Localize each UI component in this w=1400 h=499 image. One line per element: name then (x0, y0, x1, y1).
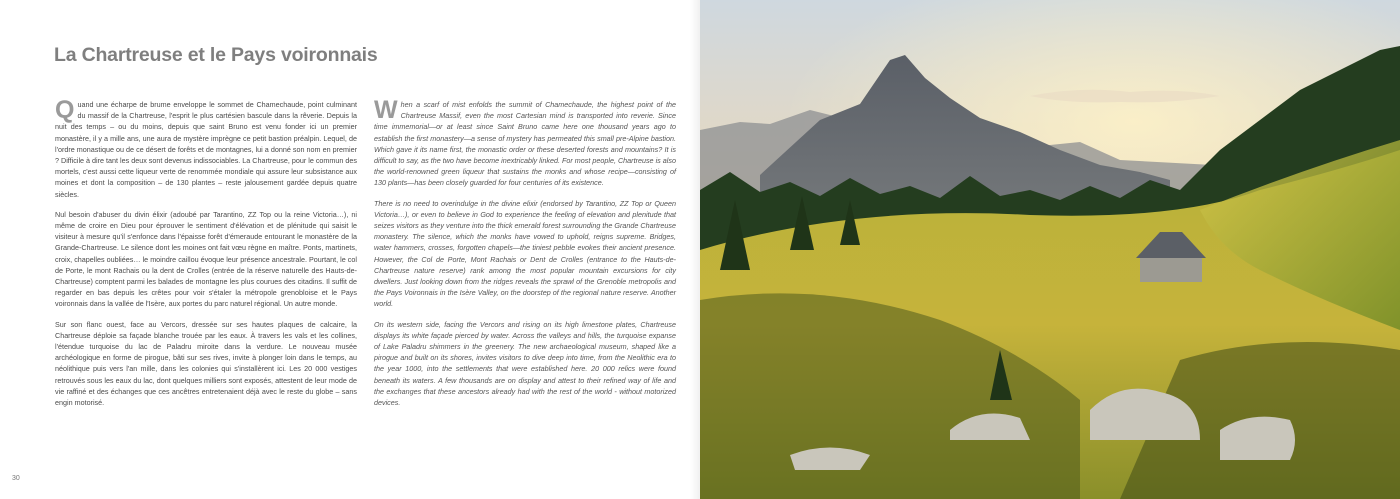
gutter-shadow (690, 0, 700, 499)
page-title: La Chartreuse et le Pays voironnais (54, 44, 378, 66)
french-paragraph-3: Sur son flanc ouest, face au Vercors, dressée sur ses hautes plaques de calcaire, la Chartreuse déploie sa façade blanche trouée par les eaux. À travers les vals et les collines, l'étendue turquoise du lac de Paladru miroite dans la verdure. Le nouveau musée archéologique en forme de pirogue, bâti sur ses rives, invite à plonger loin dans le temps, au néolithique puis vers l'an mille, dans les colonies qui s'installèrent ici. Les 20 000 vestiges retrouvés sous les eaux du lac, dont quelques milliers sont exposés, attestent de leur mode de vie raffiné et des échanges que ces ancêtres entretenaient déjà avec le reste du globe – sans engin motorisé. (55, 319, 357, 408)
french-text-column (55, 96, 357, 417)
english-dropcap: W (374, 96, 398, 124)
english-paragraph-2: There is no need to overindulge in the divine elixir (endorsed by Tarantino, ZZ Top or Queen Victoria…), or even to believe in God to experience the feeling of elevation and plenitude that seizes visitors as they venture into the thick emerald forest surrounding the Grande Chartreuse monastery. The silence, which the monks have vowed to uphold, reigns supreme. Bridges, water hammers, crosses, forgotten chapels—the tiniest pebble evokes their ancient presence. However, the Col de Porte, Mont Rachais or Dent de Crolles (entrance to the Hauts-de-Chartreuse nature reserve) rank among the most popular mountain excursions for city dwellers. Just looking down from the ridges reveals the sprawl of the Grenoble metropolis and the Pays Voironnais in the Isère Valley, on the doorstep of the regional nature reserve. Another world. (374, 198, 676, 309)
french-dropcap: Q (55, 96, 75, 124)
page-number: 30 (12, 475, 20, 482)
english-paragraph-1: When a scarf of mist enfolds the summit of Chamechaude, the highest point of the Chartreuse Massif, even the most Cartesian mind is transported into reverie. Since time immemorial—or at least since Saint Bruno came here one thousand years ago to establish the first monastery—a sense of mystery has permeated this small pre-Alpine bastion. Which gave it its name first, the monastic order or these deserted forests and mountains? It is difficult to say, as the two have become inextricably linked. For most people, Chartreuse is also the world-renowned green liqueur that sustains the monks and whose recipe—consisting of 130 plants—has been closely guarded for four centuries of its existence. (374, 96, 676, 188)
french-paragraph-1: Quand une écharpe de brume enveloppe le sommet de Chamechaude, point culminant du massif de la Chartreuse, l'esprit le plus cartésien bascule dans la rêverie. Depuis la nuit des temps – ou du moins, depuis que saint Bruno est venu fonder ici un premier monastère, il y a mille ans, une aura de mystère imprègne ce petit bastion préalpin. Lequel, de l'ordre monastique ou de ce désert de forêts et de montagnes, lui a donné son nom en premier ? Difficile à dire tant les deux sont devenus indissociables. La Chartreuse, pour le commun des mortels, c'est aussi cette liqueur verte de renommée mondiale qui assure leur subsistance aux moines et dont la composition – de 130 plantes – reste jalousement gardée depuis quatre siècles. (55, 96, 357, 199)
english-text-column (374, 96, 676, 417)
right-page (700, 0, 1400, 499)
landscape-photo (700, 0, 1400, 499)
french-paragraph-2: Nul besoin d'abuser du divin élixir (adoubé par Tarantino, ZZ Top ou la reine Victoria…), ni même de croire en Dieu pour éprouver le sentiment d'élévation et de plénitude qui saisit le visiteur à mesure qu'il s'enfonce dans l'épaisse forêt d'émeraude entourant le monastère de la Grande-Chartreuse. Le silence dont les moines ont fait vœu règne en maître. Ponts, martinets, croix, chapelles oubliées… le moindre caillou évoque leur présence ancestrale. Pourtant, le col de Porte, le mont Rachais ou la dent de Crolles (entrée de la réserve naturelle des Hauts-de-Chartreuse) comptent parmi les balades de montagne les plus courues des citadins. Il suffit de regarder en bas depuis les crêtes pour voir s'étaler la métropole grenobloise et le Pays voironnais dans la vallée de l'Isère, aux portes du parc naturel régional. Un autre monde. (55, 209, 357, 309)
english-paragraph-3: On its western side, facing the Vercors and rising on its high limestone plates, Chartreuse displays its white façade pierced by water. Across the valleys and hills, the turquoise expanse of Lake Paladru shimmers in the greenery. The new archaeological museum, shaped like a pirogue and built on its shores, invites visitors to dive deep into time, from the Neolithic era to the year 1000, into the settlements that were established here. 20 000 relics were found beneath its waters. A few thousands are on display and attest to their refined way of life and the exchanges that these ancestors already had with the rest of the world - without motorized devices. (374, 319, 676, 408)
